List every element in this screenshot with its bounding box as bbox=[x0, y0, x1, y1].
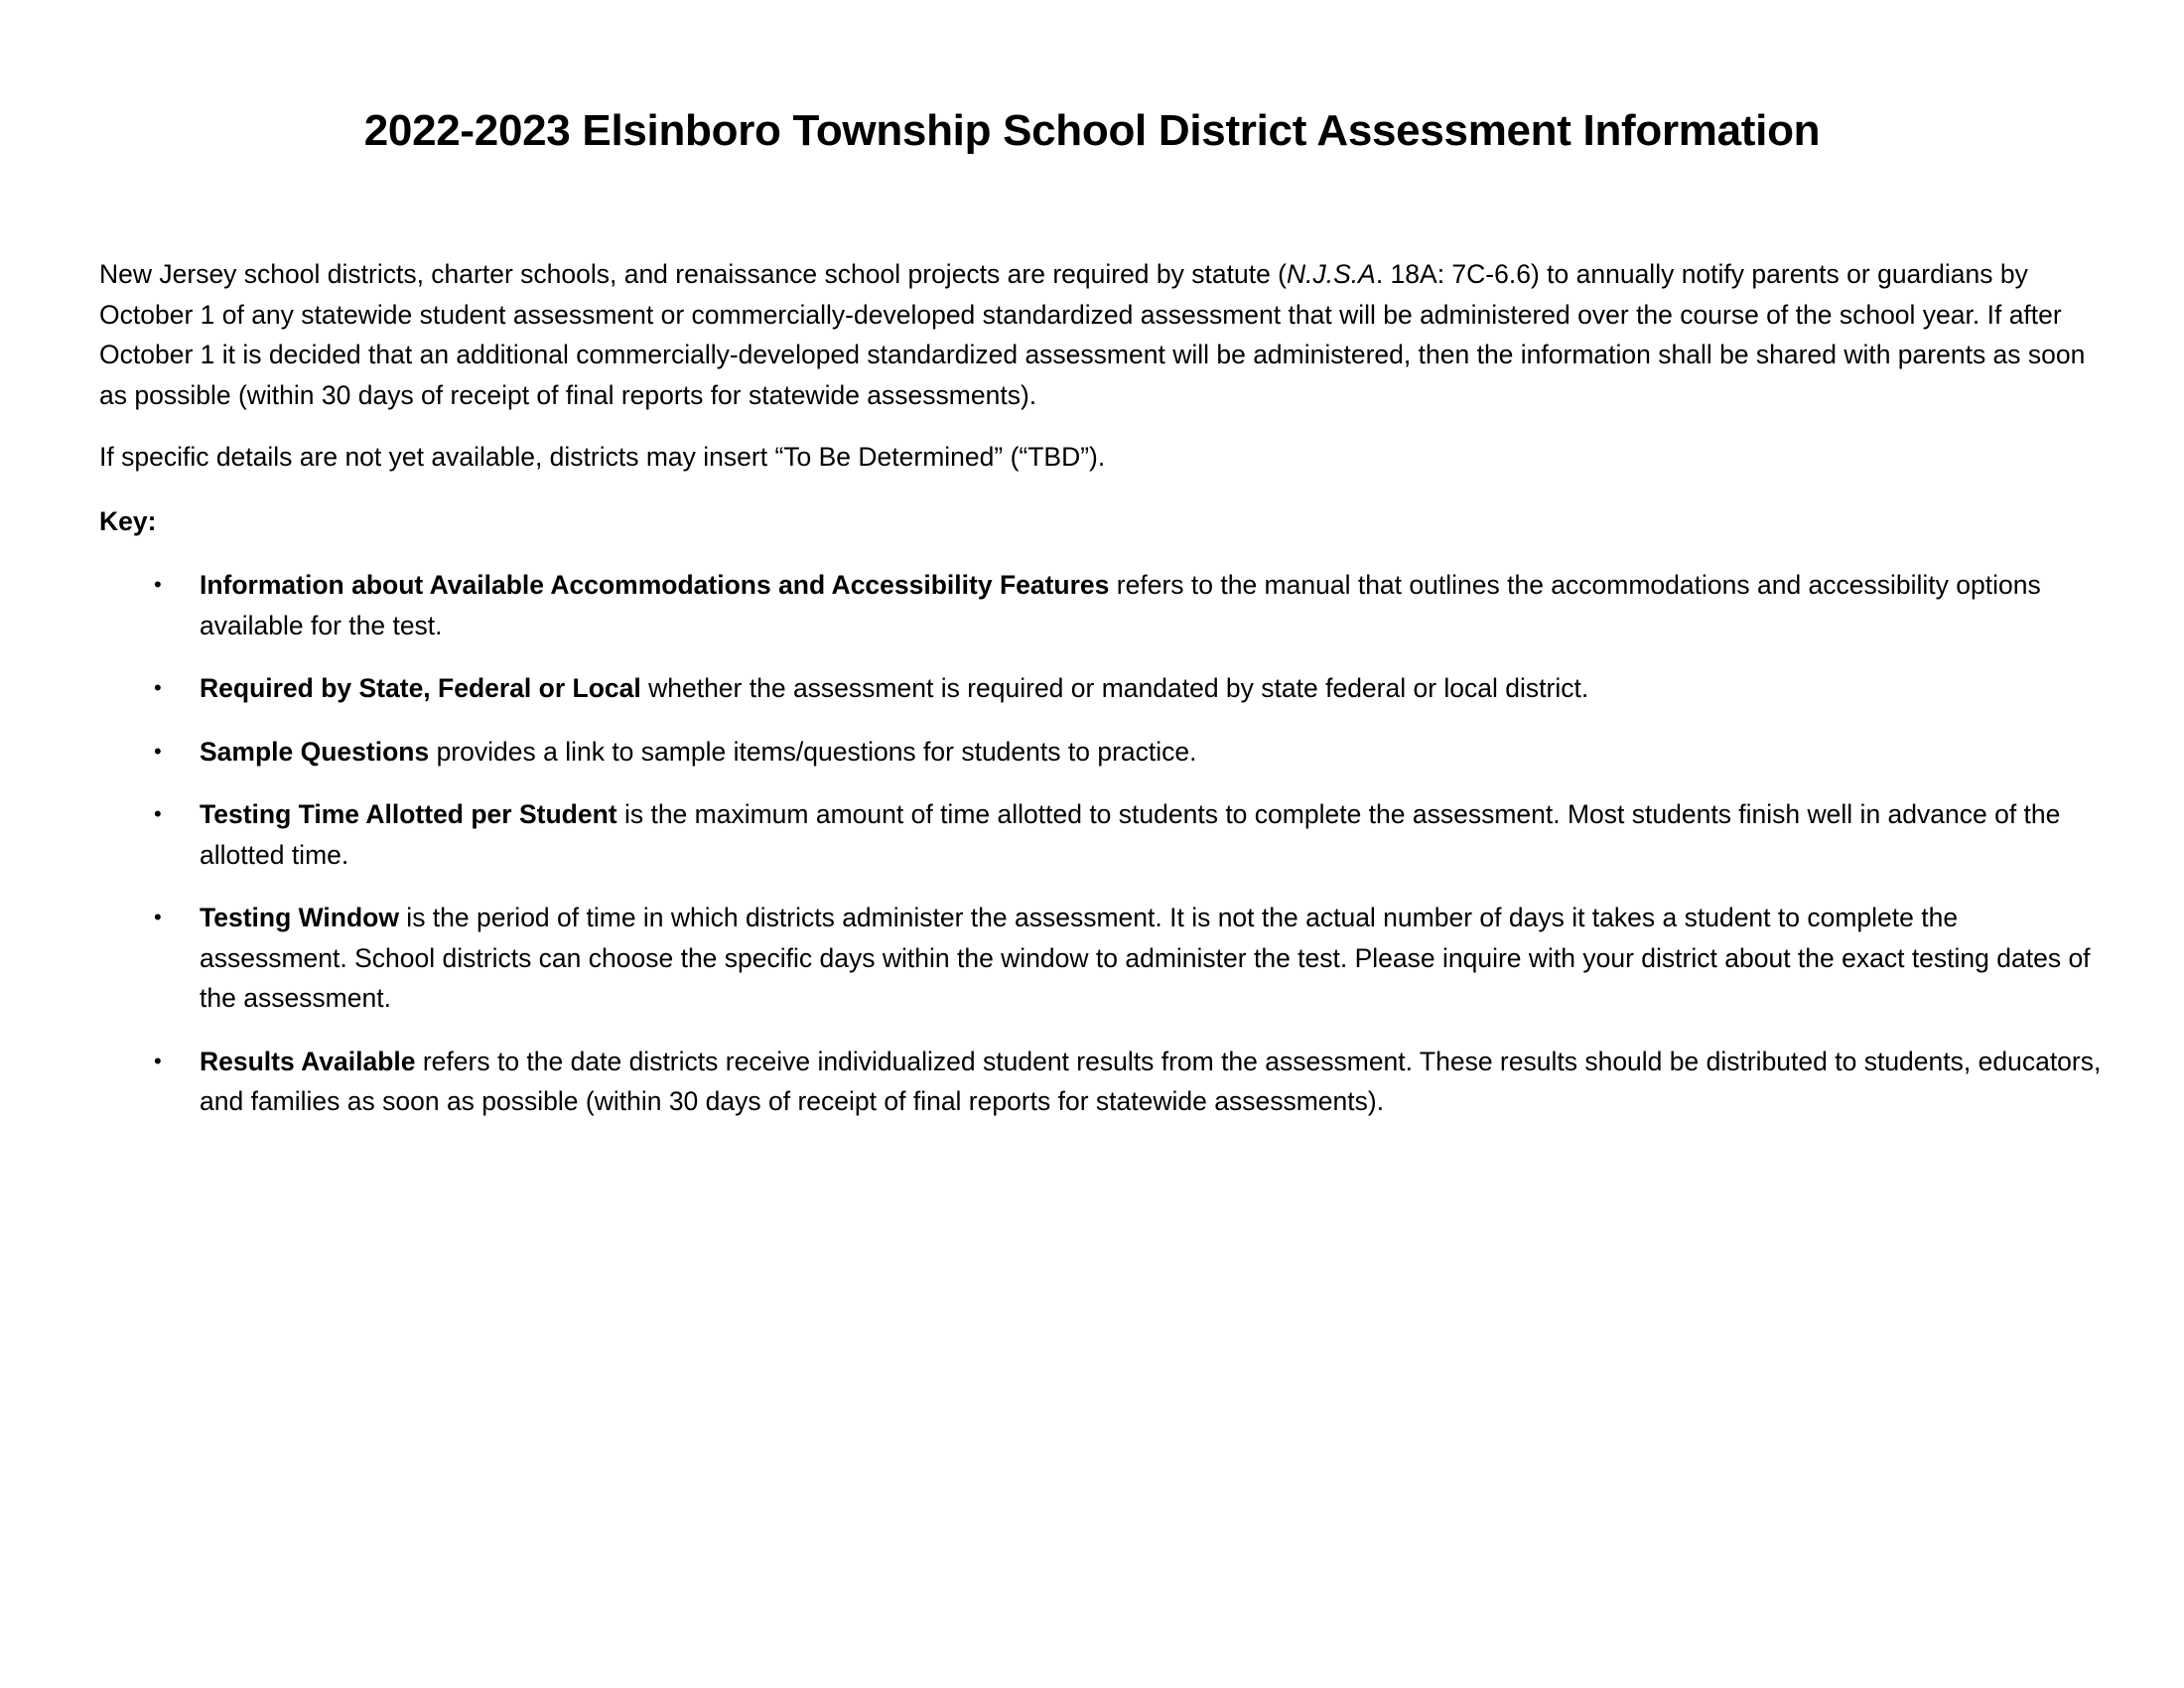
intro-text-start: New Jersey school districts, charter schools, and renaissance school projects are required by statute ( bbox=[99, 259, 1287, 289]
key-heading: Key: bbox=[99, 505, 157, 536]
tbd-note: If specific details are not yet available, districts may insert “To Be Determined” (“TBD”). bbox=[99, 442, 1106, 472]
bullet-icon: • bbox=[154, 801, 162, 826]
key-item-testing-time bbox=[99, 794, 2105, 875]
key-term: Testing Time Allotted per Student bbox=[200, 799, 617, 829]
bullet-icon: • bbox=[154, 738, 162, 764]
key-item-sample-questions bbox=[99, 732, 2105, 773]
key-description: refers to the date districts receive individualized student results from the assessment. These results should be distributed to students, educators, and families as soon as possible (within 30 days of receipt of final reports for statewide assessments). bbox=[200, 1046, 2102, 1116]
key-item-required-by bbox=[99, 668, 2105, 709]
document-body bbox=[99, 254, 2105, 1145]
key-item-results-available bbox=[99, 1042, 2105, 1122]
key-description: is the maximum amount of time allotted to students to complete the assessment. Most students finish well in advance of the allotted time. bbox=[200, 799, 2061, 870]
document-title: 2022-2023 Elsinboro Township School District Assessment Information bbox=[363, 106, 1821, 155]
key-term: Testing Window bbox=[200, 903, 399, 932]
bullet-icon: • bbox=[154, 572, 162, 597]
key-term: Required by State, Federal or Local bbox=[200, 673, 641, 703]
key-description: whether the assessment is required or mandated by state federal or local district. bbox=[640, 673, 1589, 703]
intro-paragraph bbox=[99, 254, 2105, 415]
key-description: is the period of time in which districts administer the assessment. It is not the actual number of days it takes a student to complete the assessment. School districts can choose the specific days within the window to administer the test. Please inquire with your district about the exact testing dates of the assessment. bbox=[200, 903, 2091, 1013]
key-term: Sample Questions bbox=[200, 736, 430, 767]
bullet-icon: • bbox=[154, 1048, 162, 1073]
key-item-testing-window bbox=[99, 898, 2105, 1019]
statute-citation: N.J.S.A bbox=[1287, 259, 1376, 289]
key-term: Results Available bbox=[200, 1046, 416, 1076]
bullet-icon: • bbox=[154, 905, 162, 929]
key-list bbox=[99, 565, 2105, 1122]
key-item-accommodations bbox=[99, 565, 2105, 645]
key-description: refers to the manual that outlines the accommodations and accessibility options available for the test. bbox=[200, 570, 2041, 640]
key-description: provides a link to sample items/questions for students to practice. bbox=[429, 736, 1197, 767]
intro-text-end: . 18A: 7C-6.6) to annually notify parents or guardians by October 1 of any statewide student assessment or commercially-developed standardized assessment that will be administered over the course of the school year. If after October 1 it is decided that an additional commercially-developed standardized assessment will be administered, then the information shall be shared with parents as soon as possible (within 30 days of receipt of final reports for statewide assessments). bbox=[99, 259, 2086, 410]
bullet-icon: • bbox=[154, 675, 162, 700]
key-term: Information about Available Accommodations and Accessibility Features bbox=[200, 570, 1110, 600]
